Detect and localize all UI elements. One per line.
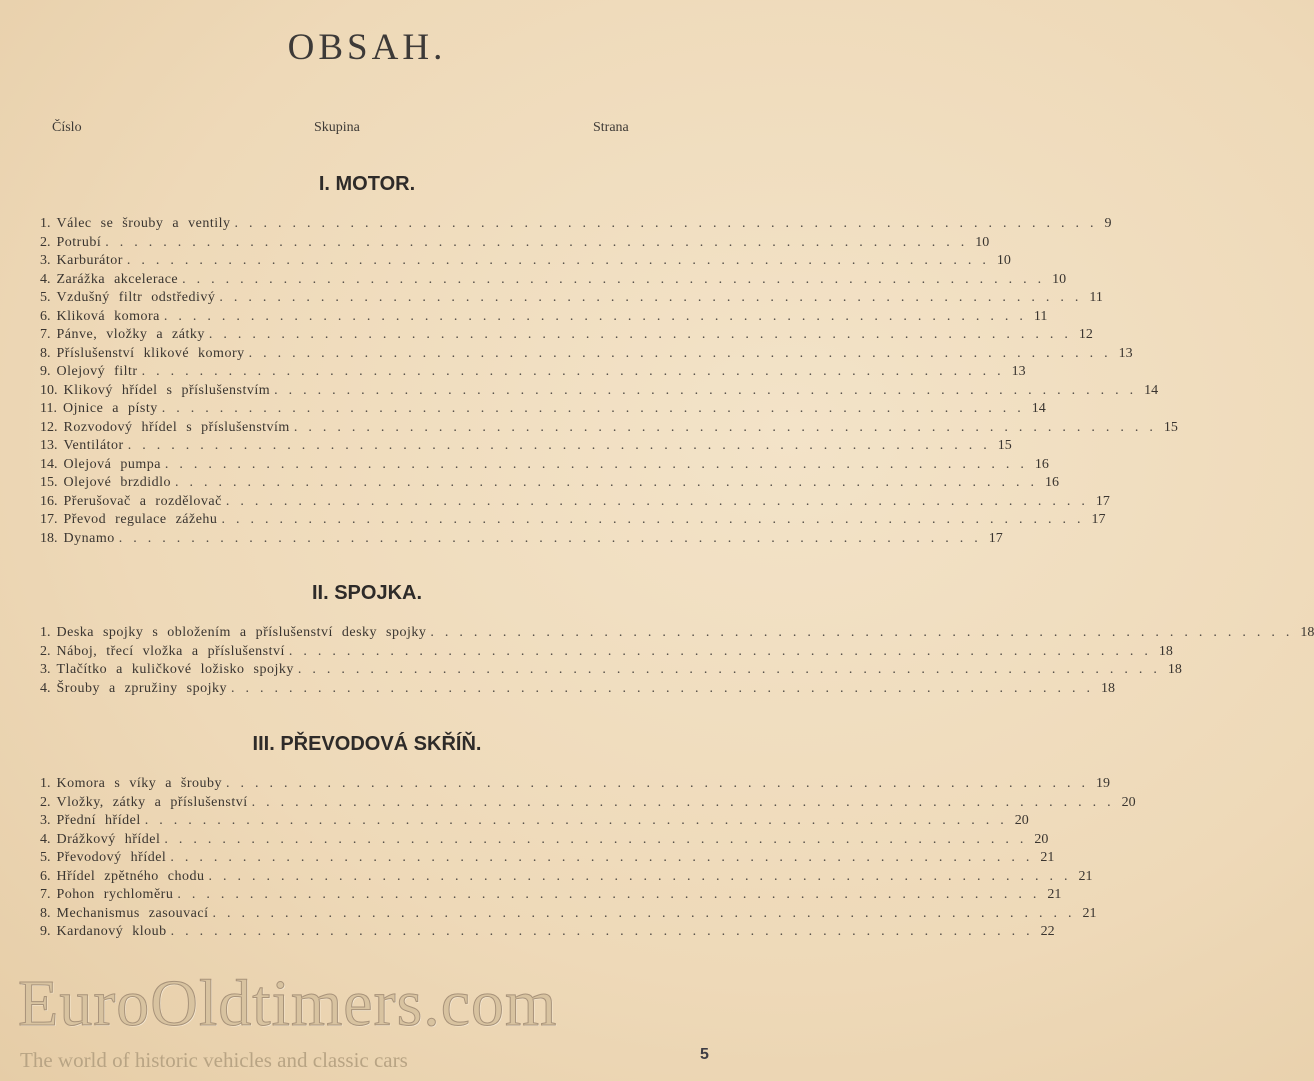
dot-leader: ............................................................	[118, 530, 989, 546]
entry-title: Převodový hřídel	[56, 850, 167, 865]
entry-page: 11	[1033, 308, 1048, 324]
toc-entry	[40, 234, 990, 253]
dot-leader: ............................................................	[208, 327, 1079, 342]
dot-leader: ............................................................	[212, 905, 1083, 921]
toc-entry	[40, 474, 1059, 493]
dot-leader: ............................................................	[127, 438, 998, 453]
toc-entry	[40, 624, 1314, 643]
watermark-logo: EuroOldtimers.com	[18, 967, 558, 1040]
entry-number: 1.	[40, 625, 51, 640]
dot-leader: ............................................................	[297, 662, 1168, 677]
toc-entry	[40, 831, 1049, 850]
dot-leader: ............................................................	[182, 271, 1053, 287]
entry-title: Hřídel zpětného chodu	[56, 868, 205, 884]
toc-entry	[40, 680, 1115, 699]
entry-number: 16.	[40, 493, 58, 509]
entry-number: 13.	[40, 438, 58, 453]
toc-entry	[40, 886, 1062, 905]
dot-leader: ............................................................	[177, 887, 1048, 902]
entry-title: Vzdušný filtr odstředivý	[56, 290, 216, 305]
entry-number: 8.	[40, 345, 51, 361]
entry-title: Olejový filtr	[56, 364, 138, 379]
toc-list-prevodova-skrin	[40, 775, 1136, 942]
entry-title: Šrouby a zpružiny spojky	[56, 680, 227, 696]
entry-number: 1.	[40, 216, 51, 231]
column-header-number: Číslo	[52, 120, 82, 135]
toc-entry	[40, 923, 1055, 942]
entry-page: 16	[1034, 456, 1049, 472]
dot-leader: ............................................................	[170, 924, 1041, 939]
entry-page: 19	[1096, 776, 1111, 791]
entry-page: 14	[1144, 382, 1159, 398]
toc-entry	[40, 530, 1003, 549]
entry-page: 14	[1031, 401, 1046, 416]
toc-entry	[40, 511, 1106, 530]
entry-title: Ojnice a písty	[62, 401, 158, 416]
dot-leader: ............................................................	[251, 794, 1122, 810]
toc-entry	[40, 493, 1110, 512]
entry-title: Komora s víky a šrouby	[56, 776, 223, 791]
entry-number: 10.	[40, 382, 58, 398]
dot-leader: ............................................................	[164, 831, 1035, 847]
dot-leader: ............................................................	[234, 216, 1105, 231]
page-number: 5	[700, 1046, 709, 1063]
entry-page: 18	[1300, 625, 1314, 640]
entry-title: Přerušovač a rozdělovač	[63, 493, 222, 509]
entry-page: 18	[1167, 662, 1182, 677]
dot-leader: ............................................................	[225, 493, 1096, 509]
entry-title: Ventilátor	[63, 438, 124, 453]
entry-title: Potrubí	[56, 234, 102, 250]
entry-number: 18.	[40, 530, 58, 546]
dot-leader: ............................................................	[293, 419, 1164, 435]
entry-page: 15	[1163, 419, 1178, 435]
entry-title: Dynamo	[63, 530, 115, 546]
dot-leader: ............................................................	[230, 680, 1101, 696]
entry-number: 9.	[40, 364, 51, 379]
toc-list-motor	[40, 215, 1178, 548]
entry-title: Přední hřídel	[56, 813, 141, 828]
entry-number: 3.	[40, 662, 51, 677]
entry-number: 2.	[40, 234, 51, 250]
dot-leader: ............................................................	[288, 643, 1159, 659]
toc-entry	[40, 775, 1111, 794]
dot-leader: ............................................................	[248, 345, 1119, 361]
toc-entry	[40, 661, 1182, 680]
page-title: OBSAH.	[287, 27, 447, 68]
entry-number: 4.	[40, 271, 51, 287]
section-heading-spojka: II. SPOJKA.	[311, 582, 423, 604]
toc-entry	[40, 849, 1055, 868]
entry-number: 12.	[40, 419, 58, 435]
entry-title: Deska spojky s obložením a příslušenství desky spojky	[56, 625, 427, 640]
watermark-tagline: The world of historic vehicles and classic cars	[20, 1048, 408, 1072]
entry-title: Náboj, třecí vložka a příslušenství	[56, 643, 285, 659]
dot-leader: ............................................................	[163, 308, 1034, 324]
toc-entry	[40, 905, 1097, 924]
toc-entry	[40, 437, 1012, 456]
toc-entry	[40, 289, 1103, 308]
entry-page: 10	[975, 234, 990, 250]
entry-page: 10	[996, 253, 1011, 268]
entry-title: Příslušenství klikové komory	[56, 345, 245, 361]
entry-number: 14.	[40, 456, 58, 472]
entry-number: 5.	[40, 290, 51, 305]
toc-entry	[40, 252, 1011, 271]
toc-entry	[40, 308, 1048, 327]
toc-entry	[40, 868, 1093, 887]
toc-entry	[40, 271, 1067, 290]
entry-title: Rozvodový hřídel s příslušenstvím	[63, 419, 290, 435]
entry-title: Kardanový kloub	[56, 924, 167, 939]
entry-number: 8.	[40, 905, 51, 921]
entry-title: Válec se šrouby a ventily	[56, 216, 231, 231]
entry-page: 21	[1082, 905, 1097, 921]
toc-entry	[40, 643, 1173, 662]
entry-page: 21	[1078, 868, 1093, 884]
entry-page: 18	[1100, 680, 1115, 696]
entry-page: 18	[1158, 643, 1173, 659]
dot-leader: ............................................................	[174, 475, 1045, 490]
entry-title: Drážkový hřídel	[56, 831, 161, 847]
dot-leader: ............................................................	[170, 850, 1041, 865]
toc-entry	[40, 215, 1112, 234]
entry-title: Olejová pumpa	[63, 456, 161, 472]
toc-entry	[40, 382, 1159, 401]
dot-leader: ............................................................	[208, 868, 1079, 884]
entry-number: 6.	[40, 868, 51, 884]
column-header-page: Strana	[593, 120, 629, 135]
dot-leader: ............................................................	[105, 234, 976, 250]
entry-number: 1.	[40, 776, 51, 791]
toc-entry	[40, 794, 1136, 813]
column-header-group: Skupina	[314, 120, 360, 135]
toc-entry	[40, 419, 1178, 438]
entry-title: Klikový hřídel s příslušenstvím	[63, 382, 271, 398]
entry-number: 11.	[40, 401, 57, 416]
entry-number: 2.	[40, 643, 51, 659]
entry-page: 20	[1034, 831, 1049, 847]
dot-leader: ............................................................	[161, 401, 1032, 416]
entry-page: 17	[988, 530, 1003, 546]
section-heading-motor: I. MOTOR.	[318, 173, 416, 195]
toc-entry	[40, 345, 1133, 364]
dot-leader: ............................................................	[221, 512, 1092, 527]
toc-entry	[40, 400, 1046, 419]
entry-page: 9	[1104, 216, 1112, 231]
section-heading-prevodova-skrin: III. PŘEVODOVÁ SKŘÍŇ.	[252, 733, 482, 755]
entry-page: 12	[1078, 327, 1093, 342]
entry-page: 17	[1091, 512, 1106, 527]
toc-entry	[40, 812, 1029, 831]
entry-number: 3.	[40, 813, 51, 828]
entry-number: 9.	[40, 924, 51, 939]
entry-title: Kliková komora	[56, 308, 160, 324]
entry-title: Převod regulace zážehu	[63, 512, 218, 527]
entry-page: 20	[1014, 813, 1029, 828]
entry-title: Pánve, vložky a zátky	[56, 327, 205, 342]
entry-page: 10	[1052, 271, 1067, 287]
dot-leader: ............................................................	[430, 625, 1301, 640]
dot-leader: ............................................................	[219, 290, 1090, 305]
entry-number: 6.	[40, 308, 51, 324]
entry-number: 15.	[40, 475, 58, 490]
entry-title: Zarážka akcelerace	[56, 271, 179, 287]
entry-page: 13	[1118, 345, 1133, 361]
dot-leader: ............................................................	[226, 776, 1097, 791]
dot-leader: ............................................................	[126, 253, 997, 268]
entry-number: 2.	[40, 794, 51, 810]
entry-page: 11	[1089, 290, 1103, 305]
entry-number: 5.	[40, 850, 51, 865]
entry-title: Vložky, zátky a příslušenství	[56, 794, 248, 810]
entry-page: 17	[1095, 493, 1110, 509]
entry-number: 7.	[40, 327, 51, 342]
entry-number: 3.	[40, 253, 51, 268]
dot-leader: ............................................................	[141, 364, 1012, 379]
entry-title: Mechanismus zasouvací	[56, 905, 209, 921]
toc-entry	[40, 326, 1093, 345]
entry-title: Pohon rychloměru	[56, 887, 174, 902]
toc-entry	[40, 456, 1049, 475]
dot-leader: ............................................................	[274, 382, 1145, 398]
entry-page: 13	[1011, 364, 1026, 379]
entry-title: Tlačítko a kuličkové ložisko spojky	[56, 662, 294, 677]
dot-leader: ............................................................	[144, 813, 1015, 828]
entry-number: 7.	[40, 887, 51, 902]
entry-page: 21	[1040, 850, 1055, 865]
entry-page: 16	[1044, 475, 1059, 490]
entry-title: Olejové brzdidlo	[63, 475, 171, 490]
toc-list-spojka	[40, 624, 1314, 698]
entry-number: 4.	[40, 831, 51, 847]
entry-page: 20	[1121, 794, 1136, 810]
entry-page: 21	[1047, 887, 1062, 902]
entry-title: Karburátor	[56, 253, 123, 268]
entry-page: 15	[997, 438, 1012, 453]
entry-number: 4.	[40, 680, 51, 696]
entry-page: 22	[1040, 924, 1055, 939]
toc-entry	[40, 363, 1026, 382]
dot-leader: ............................................................	[164, 456, 1035, 472]
entry-number: 17.	[40, 512, 58, 527]
